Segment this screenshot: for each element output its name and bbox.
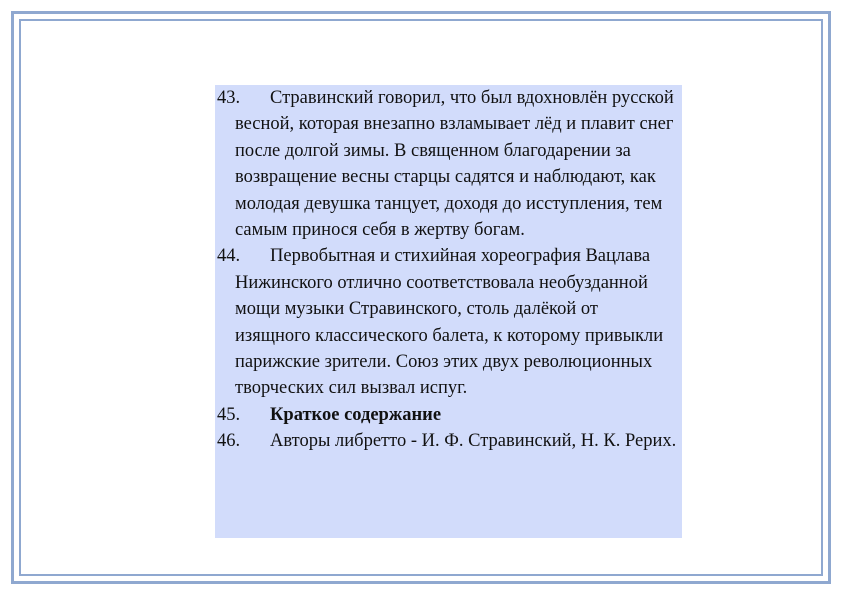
list-item-text: Стравинский говорил, что был вдохновлён русской весной, которая внезапно взламывает лёд и плавит снег после долгой зимы. В священном благодарении за возвращение весны старцы садятся и наблюдают, как молодая девушка танцует, доходя до исступления, тем самым принося себя в жертву богам. — [235, 88, 674, 241]
section-heading: Краткое содержание — [270, 404, 442, 425]
list-item-text: Авторы либретто - И. Ф. Стравинский, Н. К. Рерих. — [270, 431, 677, 452]
list-item-number: 44. — [217, 246, 241, 267]
list-item-number: 45. — [217, 404, 241, 425]
list-item-number: 43. — [217, 88, 241, 108]
numbered-text-box — [215, 85, 682, 538]
list-item-45 — [217, 402, 678, 428]
list-item-number: 46. — [217, 431, 241, 452]
list-item-text: Первобытная и стихийная хореография Вацлава Нижинского отлично соответствовала необузданной мощи музыки Стравинского, столь далёкой от изящного классического балета, к которому привыкли парижские зрители. Союз этих двух революционных творческих сил вызвал испуг. — [235, 246, 664, 399]
list-item-46 — [217, 428, 678, 454]
list-item-43 — [217, 85, 678, 243]
list-item-44 — [217, 243, 678, 401]
